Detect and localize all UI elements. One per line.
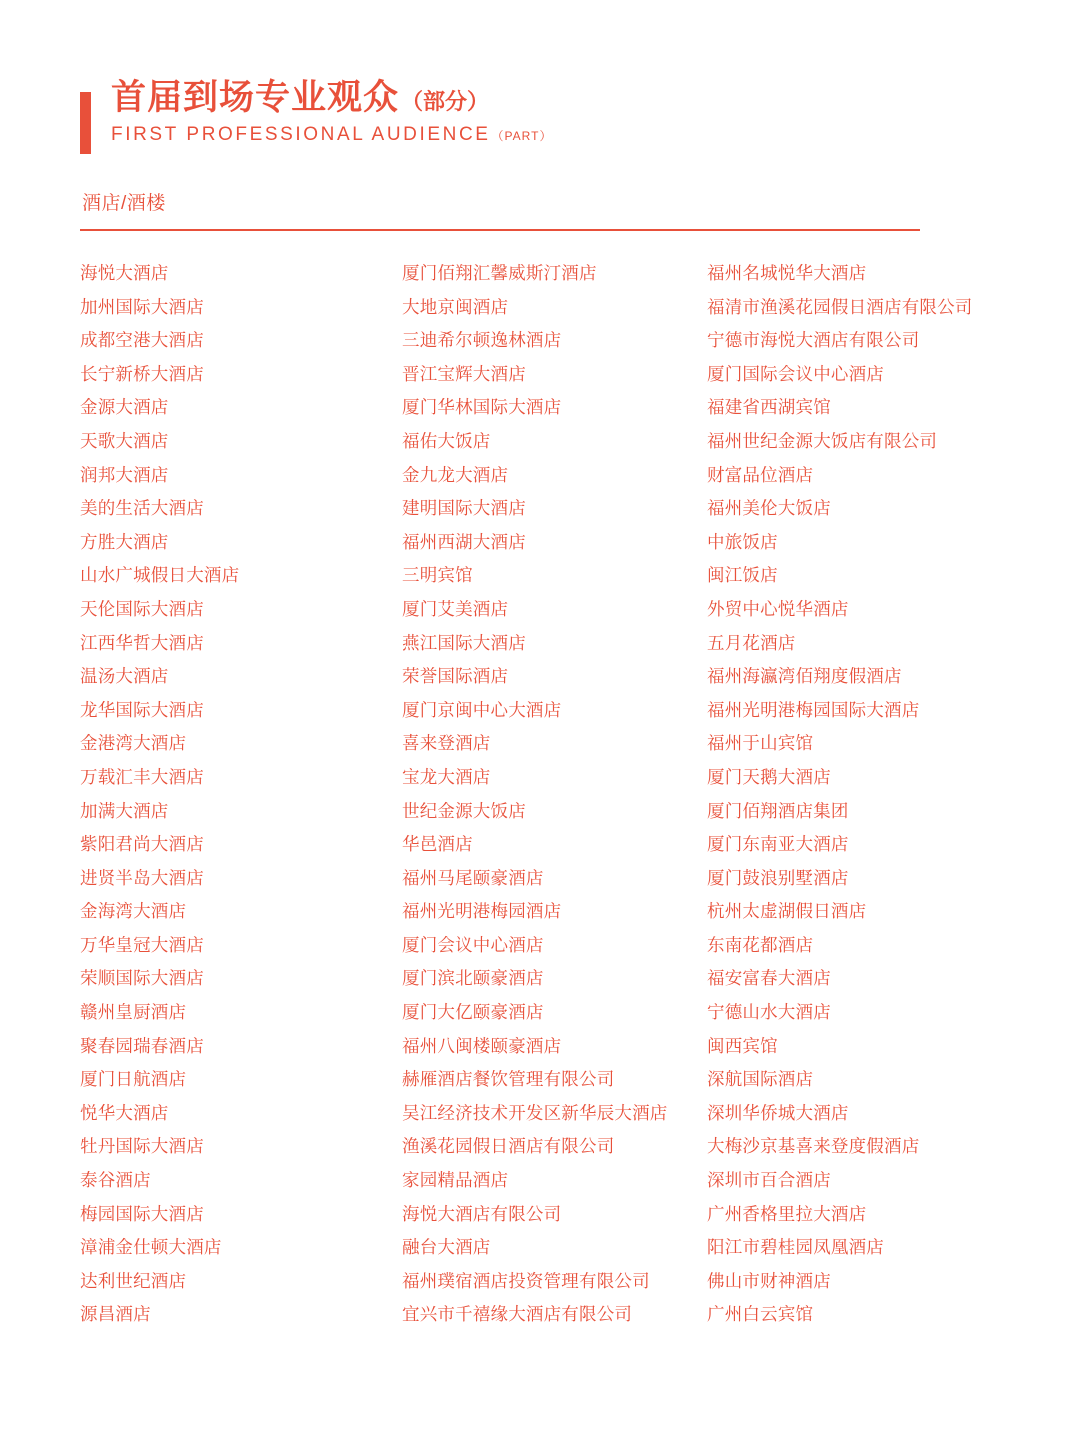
list-item: 厦门鼓浪别墅酒店 xyxy=(707,867,849,888)
list-item: 福州马尾颐豪酒店 xyxy=(402,867,544,888)
list-item: 金源大酒店 xyxy=(80,397,169,418)
list-item: 福州璞宿酒店投资管理有限公司 xyxy=(402,1270,650,1291)
list-item: 中旅饭店 xyxy=(707,531,778,552)
list-item: 财富品位酒店 xyxy=(707,464,814,485)
list-item: 渔溪花园假日酒店有限公司 xyxy=(402,1136,615,1157)
list-item: 厦门会议中心酒店 xyxy=(402,934,544,955)
list-item: 金港湾大酒店 xyxy=(80,733,187,754)
list-item: 深圳华侨城大酒店 xyxy=(707,1102,849,1123)
header-accent-bar xyxy=(80,92,91,154)
list-item: 大梅沙京基喜来登度假酒店 xyxy=(707,1136,920,1157)
list-item: 家园精品酒店 xyxy=(402,1170,509,1191)
list-item: 梅园国际大酒店 xyxy=(80,1203,204,1224)
list-item: 赣州皇厨酒店 xyxy=(80,1002,187,1023)
list-item: 聚春园瑞春酒店 xyxy=(80,1035,204,1056)
list-item: 福清市渔溪花园假日酒店有限公司 xyxy=(707,296,973,317)
list-item: 福州光明港梅园国际大酒店 xyxy=(707,699,920,720)
list-item: 源昌酒店 xyxy=(80,1304,151,1325)
list-item: 金海湾大酒店 xyxy=(80,901,187,922)
list-item: 厦门艾美酒店 xyxy=(402,598,509,619)
list-item: 融台大酒店 xyxy=(402,1237,491,1258)
list-item: 福佑大饭店 xyxy=(402,430,491,451)
list-item: 吴江经济技术开发区新华辰大酒店 xyxy=(402,1102,668,1123)
list-item: 万载汇丰大酒店 xyxy=(80,766,204,787)
list-item: 福建省西湖宾馆 xyxy=(707,397,831,418)
list-item: 宁德市海悦大酒店有限公司 xyxy=(707,330,920,351)
list-item: 宝龙大酒店 xyxy=(402,766,491,787)
list-item: 江西华哲大酒店 xyxy=(80,632,204,653)
list-item: 荣顺国际大酒店 xyxy=(80,968,204,989)
list-item: 福州世纪金源大饭店有限公司 xyxy=(707,430,938,451)
list-item: 厦门日航酒店 xyxy=(80,1069,187,1090)
list-item: 福州名城悦华大酒店 xyxy=(707,263,867,283)
list-item: 天伦国际大酒店 xyxy=(80,598,204,619)
audience-column-3 xyxy=(707,257,1000,1332)
list-item: 大地京闽酒店 xyxy=(402,296,509,317)
list-item: 加满大酒店 xyxy=(80,800,169,821)
list-item: 五月花酒店 xyxy=(707,632,796,653)
list-item: 三迪希尔顿逸林酒店 xyxy=(402,330,562,351)
list-item: 达利世纪酒店 xyxy=(80,1270,187,1291)
list-item: 福州海瀛湾佰翔度假酒店 xyxy=(707,666,902,687)
page-title-cn: 首届到场专业观众 xyxy=(111,78,400,117)
list-item: 福州光明港梅园酒店 xyxy=(402,901,562,922)
list-item: 福州西湖大酒店 xyxy=(402,531,526,552)
title-line xyxy=(111,78,552,118)
list-item: 三明宾馆 xyxy=(402,565,473,586)
page-title-cn-suffix: （部分） xyxy=(401,89,490,114)
list-item: 宜兴市千禧缘大酒店有限公司 xyxy=(402,1304,633,1325)
list-item: 喜来登酒店 xyxy=(402,733,491,754)
list-item: 万华皇冠大酒店 xyxy=(80,934,204,955)
list-item: 金九龙大酒店 xyxy=(402,464,509,485)
list-item: 闽江饭店 xyxy=(707,565,778,586)
list-item: 厦门华林国际大酒店 xyxy=(402,397,562,418)
list-item: 东南花都酒店 xyxy=(707,934,814,955)
list-item: 悦华大酒店 xyxy=(80,1102,169,1123)
list-item: 进贤半岛大酒店 xyxy=(80,867,204,888)
page-title-en: FIRST PROFESSIONAL AUDIENCE xyxy=(111,124,491,146)
list-item: 天歌大酒店 xyxy=(80,430,169,451)
page-header xyxy=(80,78,1000,154)
list-item: 牡丹国际大酒店 xyxy=(80,1136,204,1157)
list-item: 厦门大亿颐豪酒店 xyxy=(402,1002,544,1023)
list-item: 长宁新桥大酒店 xyxy=(80,363,204,384)
list-item: 深圳市百合酒店 xyxy=(707,1170,831,1191)
list-item: 厦门天鹅大酒店 xyxy=(707,766,831,787)
page-title-en-suffix: （PART） xyxy=(491,129,553,144)
list-item: 赫雁酒店餐饮管理有限公司 xyxy=(402,1069,615,1090)
list-item: 晋江宝辉大酒店 xyxy=(402,363,526,384)
subtitle-line xyxy=(111,124,552,146)
list-item: 美的生活大酒店 xyxy=(80,498,204,519)
list-item: 荣誉国际酒店 xyxy=(402,666,509,687)
list-item: 燕江国际大酒店 xyxy=(402,632,526,653)
list-item: 漳浦金仕顿大酒店 xyxy=(80,1237,222,1258)
list-item: 厦门国际会议中心酒店 xyxy=(707,363,884,384)
list-item: 厦门京闽中心大酒店 xyxy=(402,699,562,720)
list-item: 厦门滨北颐豪酒店 xyxy=(402,968,544,989)
list-item: 宁德山水大酒店 xyxy=(707,1002,831,1023)
header-text-block xyxy=(111,78,552,146)
list-item: 闽西宾馆 xyxy=(707,1035,778,1056)
list-item: 外贸中心悦华酒店 xyxy=(707,598,849,619)
list-item: 厦门佰翔酒店集团 xyxy=(707,800,849,821)
list-item: 紫阳君尚大酒店 xyxy=(80,834,204,855)
audience-column-1 xyxy=(80,257,402,1332)
audience-list xyxy=(80,257,1000,1332)
audience-column-2 xyxy=(402,257,707,1332)
list-item: 深航国际酒店 xyxy=(707,1069,814,1090)
list-item: 加州国际大酒店 xyxy=(80,296,204,317)
list-item: 龙华国际大酒店 xyxy=(80,699,204,720)
list-item: 厦门东南亚大酒店 xyxy=(707,834,849,855)
list-item: 成都空港大酒店 xyxy=(80,330,204,351)
list-item: 阳江市碧桂园凤凰酒店 xyxy=(707,1237,884,1258)
section-title: 酒店/酒楼 xyxy=(82,193,166,214)
list-item: 福州美伦大饭店 xyxy=(707,498,831,519)
list-item: 福州八闽楼颐豪酒店 xyxy=(402,1035,562,1056)
list-item: 山水广城假日大酒店 xyxy=(80,565,240,586)
list-item: 福安富春大酒店 xyxy=(707,968,831,989)
list-item: 方胜大酒店 xyxy=(80,531,169,552)
section-divider xyxy=(80,229,920,231)
list-item: 福州于山宾馆 xyxy=(707,733,814,754)
list-item: 厦门佰翔汇馨威斯汀酒店 xyxy=(402,263,597,283)
list-item: 广州香格里拉大酒店 xyxy=(707,1203,867,1224)
list-item: 海悦大酒店有限公司 xyxy=(402,1203,562,1224)
list-item: 杭州太虚湖假日酒店 xyxy=(707,901,867,922)
list-item: 华邑酒店 xyxy=(402,834,473,855)
list-item: 润邦大酒店 xyxy=(80,464,169,485)
list-item: 佛山市财神酒店 xyxy=(707,1270,831,1291)
list-item: 广州白云宾馆 xyxy=(707,1304,814,1325)
list-item: 世纪金源大饭店 xyxy=(402,800,526,821)
list-item: 温汤大酒店 xyxy=(80,666,169,687)
list-item: 泰谷酒店 xyxy=(80,1170,151,1191)
list-item: 海悦大酒店 xyxy=(80,263,169,283)
list-item: 建明国际大酒店 xyxy=(402,498,526,519)
